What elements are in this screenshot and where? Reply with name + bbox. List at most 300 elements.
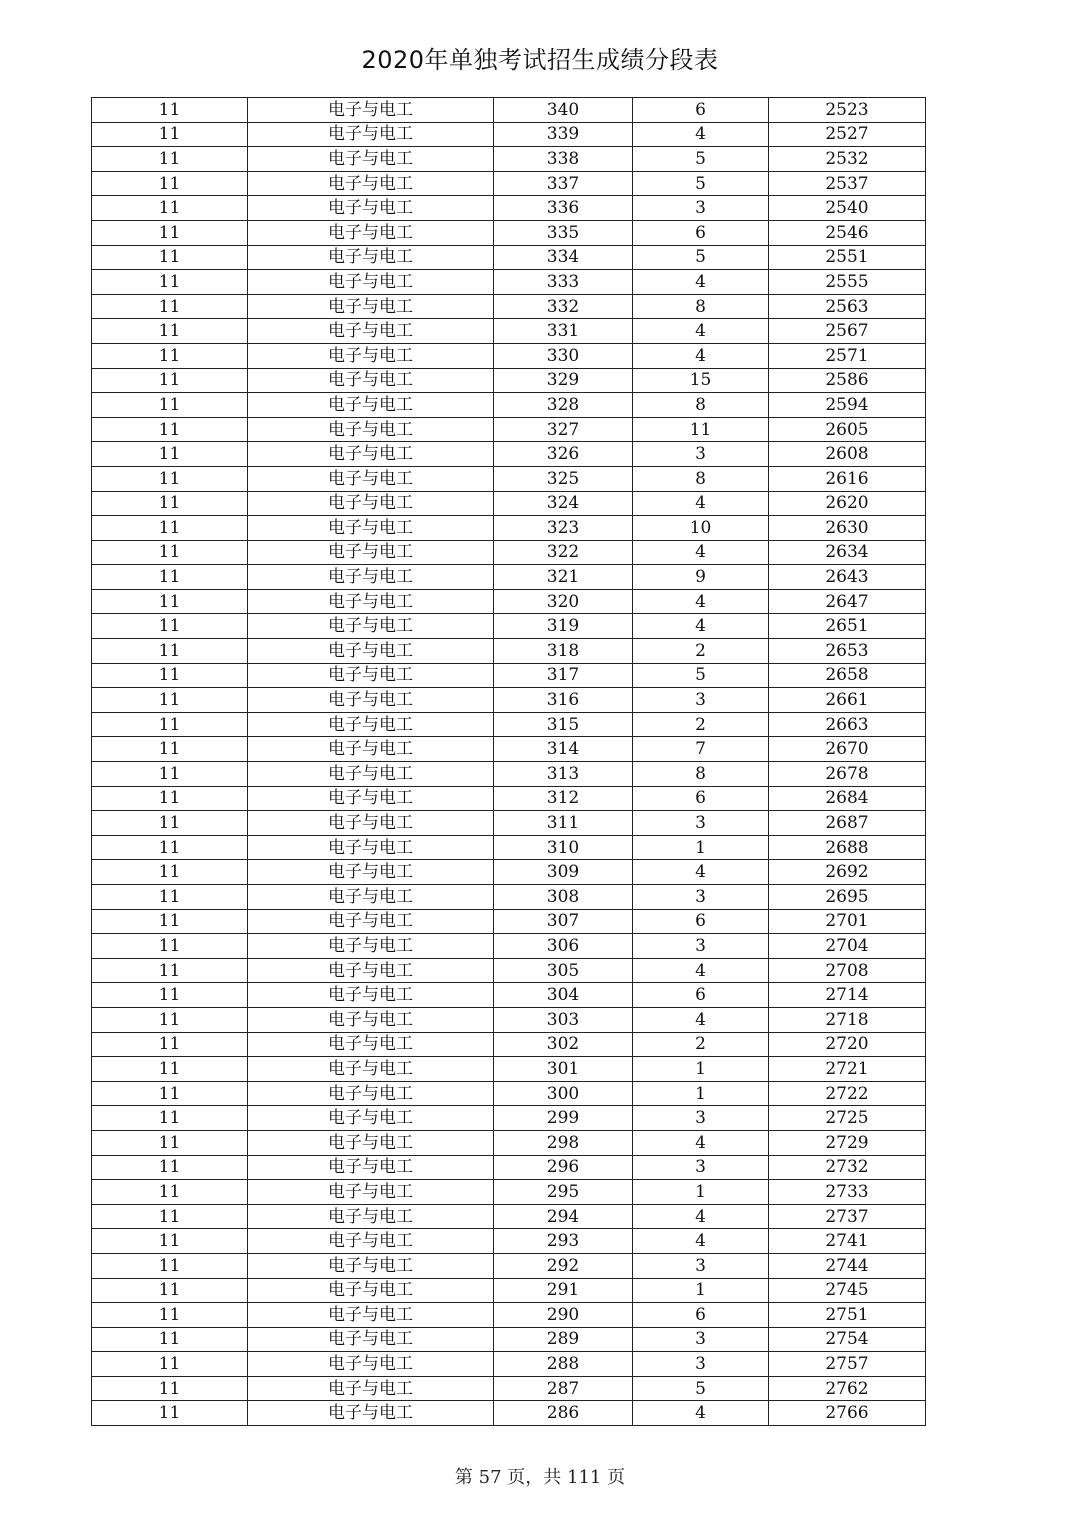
category-cell: 11 (92, 1253, 248, 1278)
table-row (92, 762, 926, 787)
category-cell: 11 (92, 958, 248, 983)
table-row (92, 270, 926, 295)
table-row (92, 1327, 926, 1352)
table-row (92, 1130, 926, 1155)
table-row (92, 1106, 926, 1131)
score-cell: 299 (494, 1106, 633, 1131)
cumulative-cell: 2616 (769, 466, 926, 491)
table-row (92, 1401, 926, 1426)
count-cell: 4 (633, 270, 769, 295)
count-cell: 5 (633, 171, 769, 196)
cumulative-cell: 2670 (769, 737, 926, 762)
score-cell: 312 (494, 786, 633, 811)
count-cell: 6 (633, 983, 769, 1008)
cumulative-cell: 2733 (769, 1180, 926, 1205)
table-row (92, 909, 926, 934)
cumulative-cell: 2594 (769, 393, 926, 418)
score-cell: 309 (494, 860, 633, 885)
count-cell: 2 (633, 1032, 769, 1057)
cumulative-cell: 2737 (769, 1204, 926, 1229)
category-cell: 11 (92, 614, 248, 639)
subject-cell: 电子与电工 (248, 860, 494, 885)
category-cell: 11 (92, 1032, 248, 1057)
category-cell: 11 (92, 368, 248, 393)
score-cell: 316 (494, 688, 633, 713)
count-cell: 6 (633, 909, 769, 934)
category-cell: 11 (92, 1155, 248, 1180)
cumulative-cell: 2766 (769, 1401, 926, 1426)
subject-cell: 电子与电工 (248, 1376, 494, 1401)
score-cell: 328 (494, 393, 633, 418)
score-distribution-table (91, 97, 926, 1426)
table-row (92, 1253, 926, 1278)
cumulative-cell: 2762 (769, 1376, 926, 1401)
table-row (92, 442, 926, 467)
cumulative-cell: 2722 (769, 1081, 926, 1106)
table-row (92, 196, 926, 221)
count-cell: 4 (633, 491, 769, 516)
score-cell: 337 (494, 171, 633, 196)
table-row (92, 540, 926, 565)
count-cell: 4 (633, 1130, 769, 1155)
cumulative-cell: 2555 (769, 270, 926, 295)
table-row (92, 1352, 926, 1377)
cumulative-cell: 2708 (769, 958, 926, 983)
subject-cell: 电子与电工 (248, 1032, 494, 1057)
table-row (92, 1057, 926, 1082)
table-row (92, 122, 926, 147)
subject-cell: 电子与电工 (248, 147, 494, 172)
count-cell: 4 (633, 860, 769, 885)
cumulative-cell: 2663 (769, 712, 926, 737)
cumulative-cell: 2745 (769, 1278, 926, 1303)
table-row (92, 1007, 926, 1032)
count-cell: 10 (633, 516, 769, 541)
table-row (92, 393, 926, 418)
subject-cell: 电子与电工 (248, 786, 494, 811)
category-cell: 11 (92, 122, 248, 147)
category-cell: 11 (92, 343, 248, 368)
score-cell: 327 (494, 417, 633, 442)
cumulative-cell: 2757 (769, 1352, 926, 1377)
count-cell: 1 (633, 1278, 769, 1303)
count-cell: 3 (633, 1352, 769, 1377)
category-cell: 11 (92, 442, 248, 467)
cumulative-cell: 2532 (769, 147, 926, 172)
score-cell: 324 (494, 491, 633, 516)
count-cell: 3 (633, 934, 769, 959)
cumulative-cell: 2725 (769, 1106, 926, 1131)
category-cell: 11 (92, 1180, 248, 1205)
table-row (92, 1180, 926, 1205)
subject-cell: 电子与电工 (248, 958, 494, 983)
subject-cell: 电子与电工 (248, 171, 494, 196)
page-title: 2020年单独考试招生成绩分段表 (361, 46, 719, 74)
subject-cell: 电子与电工 (248, 983, 494, 1008)
subject-cell: 电子与电工 (248, 1081, 494, 1106)
table-row (92, 860, 926, 885)
category-cell: 11 (92, 1204, 248, 1229)
table-row (92, 466, 926, 491)
cumulative-cell: 2540 (769, 196, 926, 221)
table-row (92, 319, 926, 344)
table-row (92, 958, 926, 983)
category-cell: 11 (92, 1376, 248, 1401)
cumulative-cell: 2651 (769, 614, 926, 639)
subject-cell: 电子与电工 (248, 319, 494, 344)
count-cell: 9 (633, 565, 769, 590)
table-row (92, 147, 926, 172)
table-row (92, 639, 926, 664)
score-cell: 311 (494, 811, 633, 836)
table-row (92, 1155, 926, 1180)
score-cell: 334 (494, 245, 633, 270)
count-cell: 1 (633, 1180, 769, 1205)
score-cell: 320 (494, 589, 633, 614)
score-cell: 313 (494, 762, 633, 787)
score-cell: 315 (494, 712, 633, 737)
category-cell: 11 (92, 171, 248, 196)
category-cell: 11 (92, 1352, 248, 1377)
subject-cell: 电子与电工 (248, 245, 494, 270)
score-cell: 330 (494, 343, 633, 368)
score-cell: 340 (494, 98, 633, 123)
subject-cell: 电子与电工 (248, 1253, 494, 1278)
table-row (92, 589, 926, 614)
category-cell: 11 (92, 196, 248, 221)
score-cell: 307 (494, 909, 633, 934)
cumulative-cell: 2605 (769, 417, 926, 442)
subject-cell: 电子与电工 (248, 1303, 494, 1328)
category-cell: 11 (92, 1401, 248, 1426)
score-cell: 290 (494, 1303, 633, 1328)
subject-cell: 电子与电工 (248, 196, 494, 221)
subject-cell: 电子与电工 (248, 934, 494, 959)
category-cell: 11 (92, 1130, 248, 1155)
cumulative-cell: 2687 (769, 811, 926, 836)
subject-cell: 电子与电工 (248, 220, 494, 245)
category-cell: 11 (92, 1057, 248, 1082)
score-cell: 291 (494, 1278, 633, 1303)
count-cell: 2 (633, 639, 769, 664)
subject-cell: 电子与电工 (248, 885, 494, 910)
cumulative-cell: 2620 (769, 491, 926, 516)
table-row (92, 737, 926, 762)
count-cell: 4 (633, 1204, 769, 1229)
count-cell: 1 (633, 835, 769, 860)
score-cell: 333 (494, 270, 633, 295)
count-cell: 4 (633, 1229, 769, 1254)
subject-cell: 电子与电工 (248, 294, 494, 319)
category-cell: 11 (92, 417, 248, 442)
count-cell: 5 (633, 245, 769, 270)
subject-cell: 电子与电工 (248, 909, 494, 934)
table-row (92, 983, 926, 1008)
subject-cell: 电子与电工 (248, 442, 494, 467)
cumulative-cell: 2692 (769, 860, 926, 885)
cumulative-cell: 2684 (769, 786, 926, 811)
count-cell: 2 (633, 712, 769, 737)
cumulative-cell: 2571 (769, 343, 926, 368)
table-row (92, 491, 926, 516)
count-cell: 3 (633, 1253, 769, 1278)
category-cell: 11 (92, 786, 248, 811)
subject-cell: 电子与电工 (248, 712, 494, 737)
subject-cell: 电子与电工 (248, 639, 494, 664)
cumulative-cell: 2630 (769, 516, 926, 541)
category-cell: 11 (92, 1303, 248, 1328)
score-cell: 332 (494, 294, 633, 319)
cumulative-cell: 2608 (769, 442, 926, 467)
category-cell: 11 (92, 319, 248, 344)
count-cell: 4 (633, 614, 769, 639)
subject-cell: 电子与电工 (248, 589, 494, 614)
cumulative-cell: 2688 (769, 835, 926, 860)
cumulative-cell: 2546 (769, 220, 926, 245)
count-cell: 3 (633, 811, 769, 836)
score-cell: 302 (494, 1032, 633, 1057)
category-cell: 11 (92, 565, 248, 590)
subject-cell: 电子与电工 (248, 122, 494, 147)
cumulative-cell: 2523 (769, 98, 926, 123)
subject-cell: 电子与电工 (248, 1007, 494, 1032)
category-cell: 11 (92, 589, 248, 614)
count-cell: 4 (633, 319, 769, 344)
cumulative-cell: 2678 (769, 762, 926, 787)
cumulative-cell: 2586 (769, 368, 926, 393)
count-cell: 8 (633, 294, 769, 319)
score-cell: 325 (494, 466, 633, 491)
category-cell: 11 (92, 663, 248, 688)
table-row (92, 1204, 926, 1229)
category-cell: 11 (92, 516, 248, 541)
table-row (92, 934, 926, 959)
cumulative-cell: 2643 (769, 565, 926, 590)
table-body (92, 98, 926, 1426)
score-cell: 310 (494, 835, 633, 860)
table-row (92, 220, 926, 245)
count-cell: 3 (633, 885, 769, 910)
count-cell: 6 (633, 220, 769, 245)
category-cell: 11 (92, 1229, 248, 1254)
subject-cell: 电子与电工 (248, 393, 494, 418)
score-cell: 303 (494, 1007, 633, 1032)
score-cell: 294 (494, 1204, 633, 1229)
category-cell: 11 (92, 934, 248, 959)
score-cell: 288 (494, 1352, 633, 1377)
subject-cell: 电子与电工 (248, 516, 494, 541)
count-cell: 3 (633, 442, 769, 467)
category-cell: 11 (92, 98, 248, 123)
category-cell: 11 (92, 294, 248, 319)
count-cell: 5 (633, 147, 769, 172)
category-cell: 11 (92, 147, 248, 172)
score-cell: 329 (494, 368, 633, 393)
cumulative-cell: 2754 (769, 1327, 926, 1352)
score-cell: 301 (494, 1057, 633, 1082)
cumulative-cell: 2661 (769, 688, 926, 713)
cumulative-cell: 2701 (769, 909, 926, 934)
cumulative-cell: 2704 (769, 934, 926, 959)
category-cell: 11 (92, 835, 248, 860)
count-cell: 11 (633, 417, 769, 442)
count-cell: 3 (633, 196, 769, 221)
subject-cell: 电子与电工 (248, 737, 494, 762)
cumulative-cell: 2695 (769, 885, 926, 910)
count-cell: 3 (633, 688, 769, 713)
category-cell: 11 (92, 466, 248, 491)
subject-cell: 电子与电工 (248, 1401, 494, 1426)
score-cell: 305 (494, 958, 633, 983)
score-cell: 300 (494, 1081, 633, 1106)
table-row (92, 786, 926, 811)
count-cell: 7 (633, 737, 769, 762)
table-row (92, 614, 926, 639)
score-cell: 339 (494, 122, 633, 147)
score-cell: 319 (494, 614, 633, 639)
subject-cell: 电子与电工 (248, 663, 494, 688)
table-row (92, 565, 926, 590)
table-row (92, 516, 926, 541)
subject-cell: 电子与电工 (248, 1155, 494, 1180)
subject-cell: 电子与电工 (248, 466, 494, 491)
count-cell: 6 (633, 98, 769, 123)
score-cell: 336 (494, 196, 633, 221)
count-cell: 15 (633, 368, 769, 393)
category-cell: 11 (92, 393, 248, 418)
count-cell: 4 (633, 122, 769, 147)
cumulative-cell: 2720 (769, 1032, 926, 1057)
table-row (92, 712, 926, 737)
score-cell: 318 (494, 639, 633, 664)
subject-cell: 电子与电工 (248, 688, 494, 713)
count-cell: 4 (633, 589, 769, 614)
score-cell: 306 (494, 934, 633, 959)
score-cell: 338 (494, 147, 633, 172)
count-cell: 1 (633, 1057, 769, 1082)
cumulative-cell: 2751 (769, 1303, 926, 1328)
category-cell: 11 (92, 1278, 248, 1303)
cumulative-cell: 2741 (769, 1229, 926, 1254)
category-cell: 11 (92, 1081, 248, 1106)
count-cell: 4 (633, 1401, 769, 1426)
category-cell: 11 (92, 540, 248, 565)
category-cell: 11 (92, 983, 248, 1008)
table-row (92, 98, 926, 123)
table-row (92, 885, 926, 910)
category-cell: 11 (92, 712, 248, 737)
count-cell: 8 (633, 466, 769, 491)
category-cell: 11 (92, 762, 248, 787)
score-cell: 298 (494, 1130, 633, 1155)
subject-cell: 电子与电工 (248, 1106, 494, 1131)
score-cell: 286 (494, 1401, 633, 1426)
subject-cell: 电子与电工 (248, 565, 494, 590)
table-row (92, 1303, 926, 1328)
count-cell: 4 (633, 1007, 769, 1032)
count-cell: 4 (633, 343, 769, 368)
count-cell: 6 (633, 1303, 769, 1328)
cumulative-cell: 2714 (769, 983, 926, 1008)
subject-cell: 电子与电工 (248, 1204, 494, 1229)
score-cell: 335 (494, 220, 633, 245)
cumulative-cell: 2647 (769, 589, 926, 614)
table-row (92, 835, 926, 860)
category-cell: 11 (92, 909, 248, 934)
count-cell: 4 (633, 958, 769, 983)
subject-cell: 电子与电工 (248, 1229, 494, 1254)
subject-cell: 电子与电工 (248, 762, 494, 787)
cumulative-cell: 2551 (769, 245, 926, 270)
subject-cell: 电子与电工 (248, 343, 494, 368)
score-cell: 317 (494, 663, 633, 688)
table-row (92, 1032, 926, 1057)
cumulative-cell: 2567 (769, 319, 926, 344)
category-cell: 11 (92, 245, 248, 270)
cumulative-cell: 2721 (769, 1057, 926, 1082)
category-cell: 11 (92, 1007, 248, 1032)
score-cell: 304 (494, 983, 633, 1008)
subject-cell: 电子与电工 (248, 368, 494, 393)
table-row (92, 1081, 926, 1106)
category-cell: 11 (92, 811, 248, 836)
count-cell: 3 (633, 1106, 769, 1131)
subject-cell: 电子与电工 (248, 1057, 494, 1082)
table-row (92, 1278, 926, 1303)
subject-cell: 电子与电工 (248, 1327, 494, 1352)
subject-cell: 电子与电工 (248, 491, 494, 516)
table-row (92, 1376, 926, 1401)
subject-cell: 电子与电工 (248, 540, 494, 565)
cumulative-cell: 2653 (769, 639, 926, 664)
count-cell: 3 (633, 1155, 769, 1180)
subject-cell: 电子与电工 (248, 1180, 494, 1205)
table-row (92, 811, 926, 836)
score-cell: 308 (494, 885, 633, 910)
cumulative-cell: 2732 (769, 1155, 926, 1180)
category-cell: 11 (92, 1327, 248, 1352)
category-cell: 11 (92, 737, 248, 762)
table-row (92, 343, 926, 368)
score-cell: 323 (494, 516, 633, 541)
score-cell: 314 (494, 737, 633, 762)
score-cell: 321 (494, 565, 633, 590)
score-cell: 287 (494, 1376, 633, 1401)
cumulative-cell: 2527 (769, 122, 926, 147)
score-cell: 292 (494, 1253, 633, 1278)
score-cell: 289 (494, 1327, 633, 1352)
category-cell: 11 (92, 220, 248, 245)
count-cell: 5 (633, 663, 769, 688)
count-cell: 4 (633, 540, 769, 565)
subject-cell: 电子与电工 (248, 811, 494, 836)
category-cell: 11 (92, 270, 248, 295)
category-cell: 11 (92, 885, 248, 910)
cumulative-cell: 2718 (769, 1007, 926, 1032)
subject-cell: 电子与电工 (248, 1130, 494, 1155)
cumulative-cell: 2563 (769, 294, 926, 319)
cumulative-cell: 2537 (769, 171, 926, 196)
subject-cell: 电子与电工 (248, 835, 494, 860)
category-cell: 11 (92, 1106, 248, 1131)
table-row (92, 417, 926, 442)
count-cell: 3 (633, 1327, 769, 1352)
count-cell: 8 (633, 762, 769, 787)
count-cell: 1 (633, 1081, 769, 1106)
table-row (92, 1229, 926, 1254)
table-row (92, 294, 926, 319)
cumulative-cell: 2744 (769, 1253, 926, 1278)
